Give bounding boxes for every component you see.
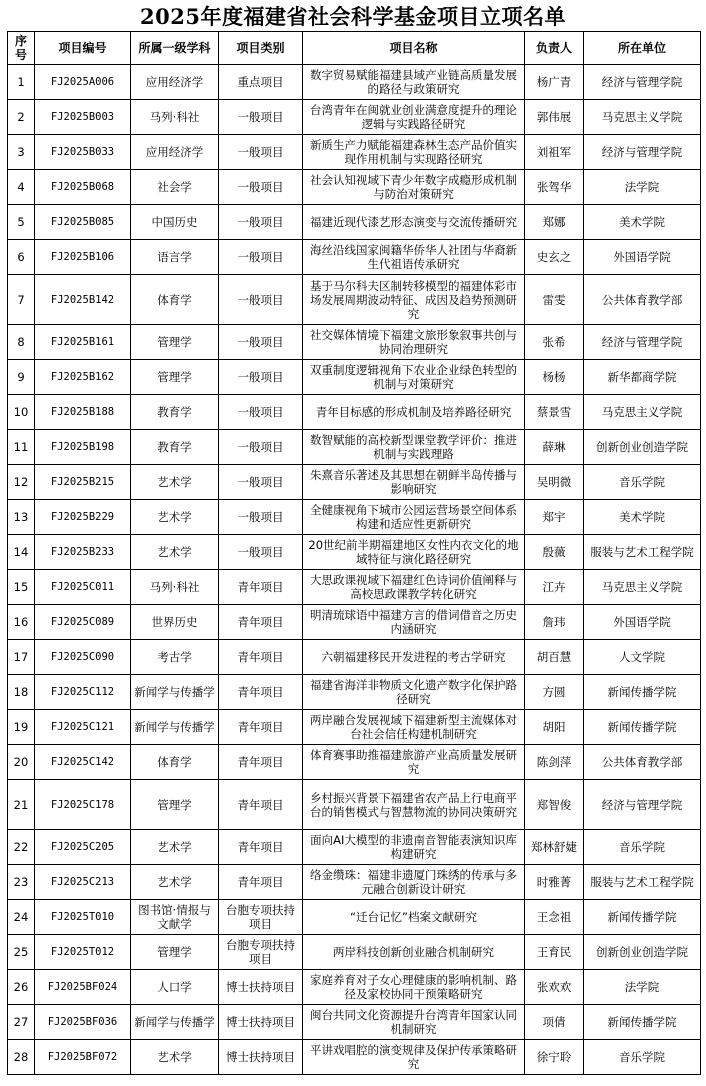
cell-unit: 公共体育教学部 bbox=[584, 745, 701, 780]
cell-unit: 马克思主义学院 bbox=[584, 395, 701, 430]
cell-seq: 2 bbox=[8, 100, 35, 135]
cell-name: 两岸融合发展视域下福建新型主流媒体对台社会信任构建机制研究 bbox=[303, 710, 525, 745]
cell-unit: 创新创业创造学院 bbox=[584, 430, 701, 465]
cell-type: 一般项目 bbox=[219, 170, 303, 205]
cell-code: FJ2025BF072 bbox=[35, 1040, 131, 1075]
cell-name: 社会认知视域下青少年数字成瘾形成机制与防治对策研究 bbox=[303, 170, 525, 205]
cell-code: FJ2025C011 bbox=[35, 570, 131, 605]
cell-code: FJ2025B003 bbox=[35, 100, 131, 135]
cell-seq: 7 bbox=[8, 275, 35, 325]
cell-name: 平讲戏唱腔的演变规律及保护传承策略研究 bbox=[303, 1040, 525, 1075]
cell-unit: 音乐学院 bbox=[584, 1040, 701, 1075]
cell-code: FJ2025B188 bbox=[35, 395, 131, 430]
header-discipline: 所属一级学科 bbox=[131, 32, 219, 65]
cell-leader: 徐宁聆 bbox=[525, 1040, 584, 1075]
header-unit: 所在单位 bbox=[584, 32, 701, 65]
table-header-row bbox=[8, 32, 701, 65]
cell-name: 20世纪前半期福建地区女性内衣文化的地域特征与演化路径研究 bbox=[303, 535, 525, 570]
project-table bbox=[7, 31, 701, 1075]
cell-code: FJ2025B161 bbox=[35, 325, 131, 360]
cell-type: 台胞专项扶持项目 bbox=[219, 935, 303, 970]
table-row bbox=[8, 430, 701, 465]
cell-name: 明清琉球语中福建方言的借词借音之历史内涵研究 bbox=[303, 605, 525, 640]
cell-discipline: 教育学 bbox=[131, 395, 219, 430]
cell-type: 青年项目 bbox=[219, 780, 303, 830]
cell-leader: 吴明微 bbox=[525, 465, 584, 500]
cell-code: FJ2025C121 bbox=[35, 710, 131, 745]
cell-name: 大思政课视域下福建红色诗词价值阐释与高校思政课教学转化研究 bbox=[303, 570, 525, 605]
cell-discipline: 语言学 bbox=[131, 240, 219, 275]
cell-leader: 詹玮 bbox=[525, 605, 584, 640]
cell-type: 一般项目 bbox=[219, 395, 303, 430]
cell-unit: 新闻传播学院 bbox=[584, 1005, 701, 1040]
cell-leader: 张驾华 bbox=[525, 170, 584, 205]
cell-leader: 张希 bbox=[525, 325, 584, 360]
table-row bbox=[8, 360, 701, 395]
cell-name: 新质生产力赋能福建森林生态产品价值实现作用机制与实现路径研究 bbox=[303, 135, 525, 170]
cell-code: FJ2025B033 bbox=[35, 135, 131, 170]
table-row bbox=[8, 395, 701, 430]
header-seq: 序号 bbox=[8, 32, 35, 65]
cell-seq: 14 bbox=[8, 535, 35, 570]
cell-name: 面向AI大模型的非遗南音智能表演知识库构建研究 bbox=[303, 830, 525, 865]
cell-code: FJ2025B198 bbox=[35, 430, 131, 465]
cell-unit: 美术学院 bbox=[584, 500, 701, 535]
header-type: 项目类别 bbox=[219, 32, 303, 65]
cell-code: FJ2025B068 bbox=[35, 170, 131, 205]
table-row bbox=[8, 900, 701, 935]
table-row bbox=[8, 325, 701, 360]
cell-type: 青年项目 bbox=[219, 865, 303, 900]
cell-unit: 法学院 bbox=[584, 970, 701, 1005]
cell-name: “迁台记忆”档案文献研究 bbox=[303, 900, 525, 935]
cell-leader: 薛琳 bbox=[525, 430, 584, 465]
cell-discipline: 教育学 bbox=[131, 430, 219, 465]
cell-seq: 5 bbox=[8, 205, 35, 240]
cell-leader: 胡百慧 bbox=[525, 640, 584, 675]
table-row bbox=[8, 535, 701, 570]
cell-code: FJ2025B162 bbox=[35, 360, 131, 395]
cell-seq: 27 bbox=[8, 1005, 35, 1040]
cell-discipline: 体育学 bbox=[131, 745, 219, 780]
cell-leader: 胡阳 bbox=[525, 710, 584, 745]
cell-discipline: 艺术学 bbox=[131, 535, 219, 570]
cell-type: 台胞专项扶持项目 bbox=[219, 900, 303, 935]
cell-type: 博士扶持项目 bbox=[219, 1040, 303, 1075]
cell-leader: 陈剑萍 bbox=[525, 745, 584, 780]
cell-code: FJ2025B229 bbox=[35, 500, 131, 535]
cell-code: FJ2025C112 bbox=[35, 675, 131, 710]
cell-type: 青年项目 bbox=[219, 745, 303, 780]
cell-seq: 28 bbox=[8, 1040, 35, 1075]
cell-type: 青年项目 bbox=[219, 675, 303, 710]
table-row bbox=[8, 135, 701, 170]
cell-discipline: 世界历史 bbox=[131, 605, 219, 640]
cell-type: 青年项目 bbox=[219, 570, 303, 605]
cell-name: 闽台共同文化资源提升台湾青年国家认同机制研究 bbox=[303, 1005, 525, 1040]
cell-seq: 1 bbox=[8, 65, 35, 100]
cell-type: 重点项目 bbox=[219, 65, 303, 100]
cell-seq: 18 bbox=[8, 675, 35, 710]
cell-code: FJ2025C213 bbox=[35, 865, 131, 900]
header-leader: 负责人 bbox=[525, 32, 584, 65]
cell-unit: 公共体育教学部 bbox=[584, 275, 701, 325]
cell-seq: 9 bbox=[8, 360, 35, 395]
cell-seq: 12 bbox=[8, 465, 35, 500]
cell-leader: 杨广青 bbox=[525, 65, 584, 100]
cell-leader: 项倩 bbox=[525, 1005, 584, 1040]
cell-seq: 23 bbox=[8, 865, 35, 900]
cell-type: 青年项目 bbox=[219, 605, 303, 640]
cell-seq: 24 bbox=[8, 900, 35, 935]
cell-name: 青年目标感的形成机制及培养路径研究 bbox=[303, 395, 525, 430]
cell-name: 数智赋能的高校新型课堂教学评价：推进机制与实践理路 bbox=[303, 430, 525, 465]
cell-discipline: 艺术学 bbox=[131, 500, 219, 535]
cell-leader: 蔡景雪 bbox=[525, 395, 584, 430]
table-row bbox=[8, 745, 701, 780]
table-row bbox=[8, 240, 701, 275]
cell-discipline: 艺术学 bbox=[131, 830, 219, 865]
cell-discipline: 中国历史 bbox=[131, 205, 219, 240]
cell-discipline: 马列·科社 bbox=[131, 570, 219, 605]
cell-unit: 音乐学院 bbox=[584, 465, 701, 500]
cell-type: 博士扶持项目 bbox=[219, 970, 303, 1005]
cell-discipline: 图书馆·情报与文献学 bbox=[131, 900, 219, 935]
cell-seq: 25 bbox=[8, 935, 35, 970]
cell-unit: 新华都商学院 bbox=[584, 360, 701, 395]
cell-discipline: 应用经济学 bbox=[131, 65, 219, 100]
cell-unit: 美术学院 bbox=[584, 205, 701, 240]
cell-seq: 13 bbox=[8, 500, 35, 535]
cell-discipline: 管理学 bbox=[131, 325, 219, 360]
cell-type: 一般项目 bbox=[219, 500, 303, 535]
table-row bbox=[8, 780, 701, 830]
cell-unit: 人文学院 bbox=[584, 640, 701, 675]
cell-code: FJ2025C142 bbox=[35, 745, 131, 780]
table-row bbox=[8, 1040, 701, 1075]
cell-code: FJ2025C089 bbox=[35, 605, 131, 640]
header-code: 项目编号 bbox=[35, 32, 131, 65]
table-row bbox=[8, 170, 701, 205]
cell-leader: 江卉 bbox=[525, 570, 584, 605]
cell-seq: 26 bbox=[8, 970, 35, 1005]
cell-code: FJ2025C178 bbox=[35, 780, 131, 830]
cell-leader: 王念祖 bbox=[525, 900, 584, 935]
cell-leader: 郑林舒婕 bbox=[525, 830, 584, 865]
cell-unit: 创新创业创造学院 bbox=[584, 935, 701, 970]
cell-name: 朱熹音乐著述及其思想在朝鲜半岛传播与影响研究 bbox=[303, 465, 525, 500]
cell-code: FJ2025B085 bbox=[35, 205, 131, 240]
table-row bbox=[8, 605, 701, 640]
cell-type: 一般项目 bbox=[219, 325, 303, 360]
cell-name: 福建省海洋非物质文化遗产数字化保护路径研究 bbox=[303, 675, 525, 710]
table-row bbox=[8, 1005, 701, 1040]
table-row bbox=[8, 865, 701, 900]
cell-leader: 刘祖军 bbox=[525, 135, 584, 170]
cell-code: FJ2025B233 bbox=[35, 535, 131, 570]
cell-unit: 外国语学院 bbox=[584, 240, 701, 275]
cell-seq: 10 bbox=[8, 395, 35, 430]
cell-type: 一般项目 bbox=[219, 535, 303, 570]
cell-unit: 音乐学院 bbox=[584, 830, 701, 865]
cell-name: 双重制度逻辑视角下农业企业绿色转型的机制与对策研究 bbox=[303, 360, 525, 395]
cell-unit: 外国语学院 bbox=[584, 605, 701, 640]
cell-seq: 16 bbox=[8, 605, 35, 640]
cell-type: 一般项目 bbox=[219, 135, 303, 170]
cell-name: 两岸科技创新创业融合机制研究 bbox=[303, 935, 525, 970]
cell-seq: 8 bbox=[8, 325, 35, 360]
cell-discipline: 管理学 bbox=[131, 780, 219, 830]
cell-type: 一般项目 bbox=[219, 275, 303, 325]
cell-discipline: 艺术学 bbox=[131, 865, 219, 900]
cell-leader: 史玄之 bbox=[525, 240, 584, 275]
cell-type: 青年项目 bbox=[219, 830, 303, 865]
cell-seq: 15 bbox=[8, 570, 35, 605]
cell-discipline: 艺术学 bbox=[131, 465, 219, 500]
table-row bbox=[8, 465, 701, 500]
cell-name: 社交媒体情境下福建文旅形象叙事共创与协同治理研究 bbox=[303, 325, 525, 360]
cell-name: 台湾青年在闽就业创业满意度提升的理论逻辑与实践路径研究 bbox=[303, 100, 525, 135]
cell-leader: 郭伟展 bbox=[525, 100, 584, 135]
cell-leader: 王育民 bbox=[525, 935, 584, 970]
cell-name: 海丝沿线国家闽籍华侨华人社团与华裔新生代祖语传承研究 bbox=[303, 240, 525, 275]
table-row bbox=[8, 710, 701, 745]
cell-code: FJ2025B142 bbox=[35, 275, 131, 325]
cell-unit: 马克思主义学院 bbox=[584, 100, 701, 135]
cell-name: 福建近现代漆艺形态演变与交流传播研究 bbox=[303, 205, 525, 240]
table-row bbox=[8, 640, 701, 675]
cell-discipline: 社会学 bbox=[131, 170, 219, 205]
cell-leader: 郑娜 bbox=[525, 205, 584, 240]
cell-type: 一般项目 bbox=[219, 205, 303, 240]
cell-discipline: 艺术学 bbox=[131, 1040, 219, 1075]
cell-unit: 法学院 bbox=[584, 170, 701, 205]
cell-name: 乡村振兴背景下福建省农产品上行电商平台的销售模式与智慧物流的协同决策研究 bbox=[303, 780, 525, 830]
cell-code: FJ2025C090 bbox=[35, 640, 131, 675]
cell-discipline: 考古学 bbox=[131, 640, 219, 675]
cell-unit: 服装与艺术工程学院 bbox=[584, 865, 701, 900]
cell-type: 一般项目 bbox=[219, 465, 303, 500]
table-row bbox=[8, 970, 701, 1005]
cell-code: FJ2025A006 bbox=[35, 65, 131, 100]
cell-name: 数字贸易赋能福建县域产业链高质量发展的路径与政策研究 bbox=[303, 65, 525, 100]
cell-discipline: 新闻学与传播学 bbox=[131, 1005, 219, 1040]
table-row bbox=[8, 65, 701, 100]
document-title: 2025年度福建省社会科学基金项目立项名单 bbox=[140, 3, 566, 29]
cell-code: FJ2025T012 bbox=[35, 935, 131, 970]
cell-code: FJ2025T010 bbox=[35, 900, 131, 935]
cell-leader: 郑宇 bbox=[525, 500, 584, 535]
cell-leader: 雷雯 bbox=[525, 275, 584, 325]
table-row bbox=[8, 830, 701, 865]
cell-code: FJ2025BF024 bbox=[35, 970, 131, 1005]
cell-unit: 新闻传播学院 bbox=[584, 900, 701, 935]
table-row bbox=[8, 500, 701, 535]
cell-code: FJ2025B106 bbox=[35, 240, 131, 275]
cell-unit: 经济与管理学院 bbox=[584, 325, 701, 360]
cell-unit: 新闻传播学院 bbox=[584, 675, 701, 710]
table-row bbox=[8, 570, 701, 605]
cell-unit: 经济与管理学院 bbox=[584, 135, 701, 170]
cell-unit: 马克思主义学院 bbox=[584, 570, 701, 605]
cell-seq: 21 bbox=[8, 780, 35, 830]
cell-leader: 郑智俊 bbox=[525, 780, 584, 830]
table-body bbox=[8, 65, 701, 1075]
cell-seq: 11 bbox=[8, 430, 35, 465]
cell-leader: 张欢欢 bbox=[525, 970, 584, 1005]
cell-name: 体育赛事助推福建旅游产业高质量发展研究 bbox=[303, 745, 525, 780]
cell-code: FJ2025BF036 bbox=[35, 1005, 131, 1040]
cell-discipline: 应用经济学 bbox=[131, 135, 219, 170]
cell-type: 一般项目 bbox=[219, 240, 303, 275]
header-name: 项目名称 bbox=[303, 32, 525, 65]
cell-type: 一般项目 bbox=[219, 100, 303, 135]
table-row bbox=[8, 205, 701, 240]
cell-unit: 经济与管理学院 bbox=[584, 65, 701, 100]
cell-unit: 新闻传播学院 bbox=[584, 710, 701, 745]
cell-name: 家庭养育对子女心理健康的影响机制、路径及家校协同干预策略研究 bbox=[303, 970, 525, 1005]
cell-type: 博士扶持项目 bbox=[219, 1005, 303, 1040]
cell-type: 青年项目 bbox=[219, 710, 303, 745]
cell-type: 一般项目 bbox=[219, 430, 303, 465]
cell-leader: 时雅菁 bbox=[525, 865, 584, 900]
cell-seq: 3 bbox=[8, 135, 35, 170]
cell-seq: 19 bbox=[8, 710, 35, 745]
cell-discipline: 管理学 bbox=[131, 360, 219, 395]
table-row bbox=[8, 275, 701, 325]
cell-name: 全健康视角下城市公园运营场景空间体系构建和适应性更新研究 bbox=[303, 500, 525, 535]
cell-name: 六朝福建移民开发进程的考古学研究 bbox=[303, 640, 525, 675]
cell-type: 一般项目 bbox=[219, 360, 303, 395]
cell-discipline: 马列·科社 bbox=[131, 100, 219, 135]
cell-code: FJ2025B215 bbox=[35, 465, 131, 500]
cell-seq: 17 bbox=[8, 640, 35, 675]
cell-discipline: 管理学 bbox=[131, 935, 219, 970]
cell-code: FJ2025C205 bbox=[35, 830, 131, 865]
cell-unit: 经济与管理学院 bbox=[584, 780, 701, 830]
table-row bbox=[8, 675, 701, 710]
cell-leader: 殷薇 bbox=[525, 535, 584, 570]
cell-leader: 杨杨 bbox=[525, 360, 584, 395]
cell-seq: 4 bbox=[8, 170, 35, 205]
cell-seq: 6 bbox=[8, 240, 35, 275]
cell-type: 青年项目 bbox=[219, 640, 303, 675]
cell-discipline: 新闻学与传播学 bbox=[131, 675, 219, 710]
cell-name: 基于马尔科夫区制转移模型的福建体彩市场发展周期波动特征、成因及趋势预测研究 bbox=[303, 275, 525, 325]
cell-seq: 22 bbox=[8, 830, 35, 865]
table-row bbox=[8, 935, 701, 970]
cell-leader: 方圆 bbox=[525, 675, 584, 710]
cell-discipline: 人口学 bbox=[131, 970, 219, 1005]
cell-name: 络金缵珠：福建非遗厦门珠绣的传承与多元融合创新设计研究 bbox=[303, 865, 525, 900]
table-row bbox=[8, 100, 701, 135]
cell-discipline: 体育学 bbox=[131, 275, 219, 325]
cell-unit: 服装与艺术工程学院 bbox=[584, 535, 701, 570]
cell-discipline: 新闻学与传播学 bbox=[131, 710, 219, 745]
cell-seq: 20 bbox=[8, 745, 35, 780]
